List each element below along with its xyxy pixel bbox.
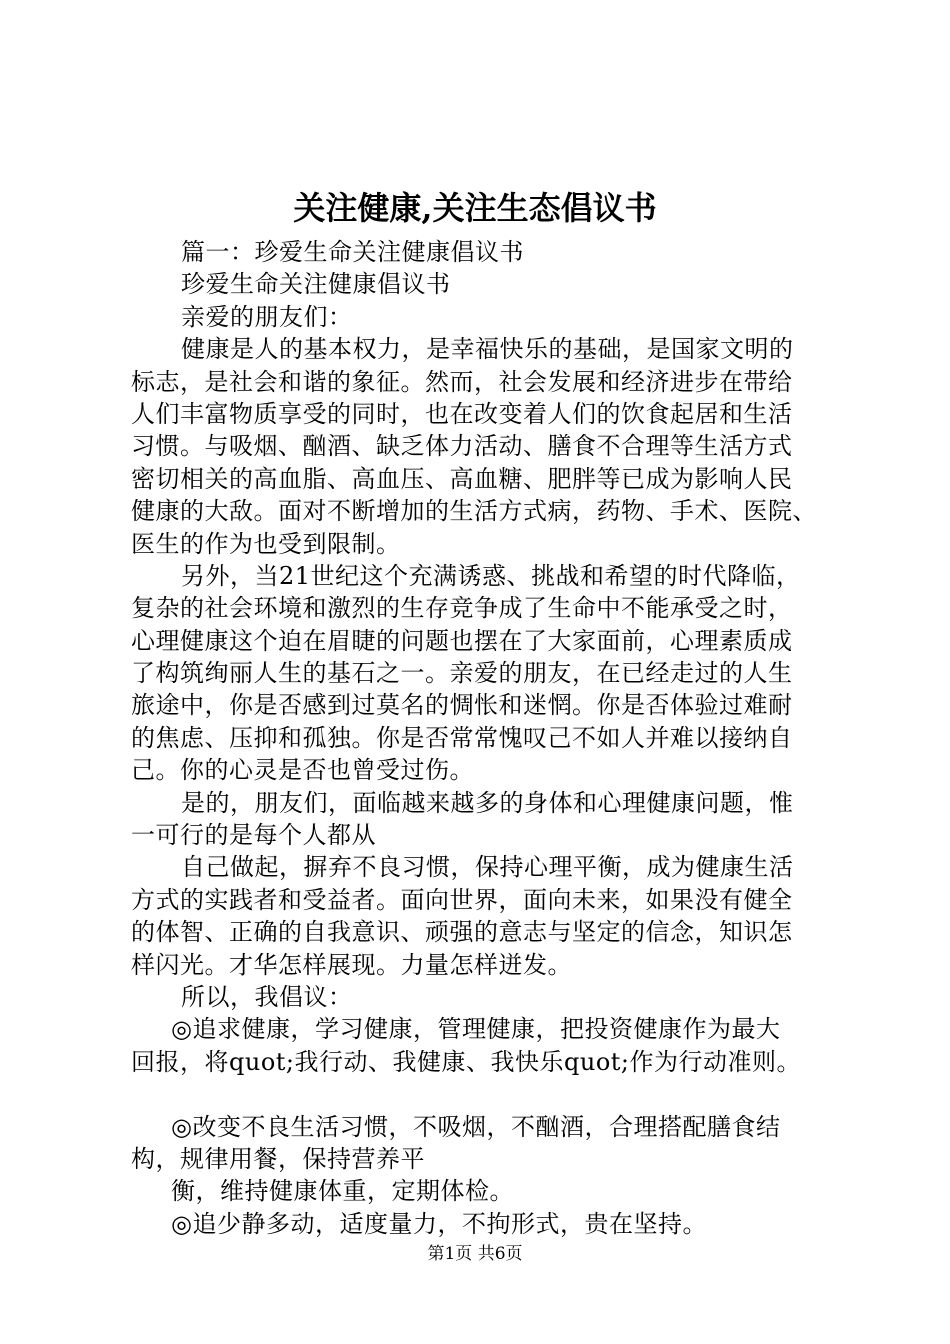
paragraph-line: 一可行的是每个人都从	[131, 821, 376, 850]
paragraph-line: 方式的实践者和受益者。面向世界，面向未来，如果没有健全	[131, 885, 793, 914]
paragraph-line: 健康是人的基本权力，是幸福快乐的基础，是国家文明的	[181, 335, 794, 364]
page-number: 第1页 共6页	[427, 1244, 523, 1264]
proposal-item: ◎改变不良生活习惯，不吸烟，不酗酒，合理搭配膳食结	[171, 1112, 781, 1141]
paragraph-line: 健康的大敌。面对不断增加的生活方式病，药物、手术、医院、	[131, 497, 817, 526]
paragraph-line: 己。你的心灵是否也曾受过伤。	[131, 756, 474, 785]
paragraph-line: 样闪光。才华怎样展现。力量怎样迸发。	[131, 950, 572, 979]
paragraph-line: 旅途中，你是否感到过莫名的惆怅和迷惘。你是否体验过难耐	[131, 691, 793, 720]
proposal-item: ◎追求健康，学习健康，管理健康，把投资健康作为最大	[171, 1015, 781, 1044]
paragraph-line: 回报，将quot;我行动、我健康、我快乐quot;作为行动准则。	[131, 1047, 801, 1076]
blank-line	[131, 1078, 851, 1110]
paragraph-line: 密切相关的高血脂、高血压、高血糖、肥胖等已成为影响人民	[131, 464, 793, 493]
paragraph-line: 的焦虑、压抑和孤独。你是否常常愧叹己不如人并难以接纳自	[131, 723, 793, 752]
paragraph-line: 是的，朋友们，面临越来越多的身体和心理健康问题，惟	[181, 788, 794, 817]
proposal-item: ◎追少静多动，适度量力，不拘形式，贵在坚持。	[171, 1209, 707, 1238]
paragraph-line: 医生的作为也受到限制。	[131, 529, 401, 558]
paragraph-line: 的体智、正确的自我意识、顽强的意志与坚定的信念，知识怎	[131, 918, 793, 947]
paragraph-line: 了构筑绚丽人生的基石之一。亲爱的朋友，在已经走过的人生	[131, 659, 793, 688]
section-heading: 篇一：珍爱生命关注健康倡议书	[181, 238, 524, 266]
document-title: 关注健康,关注生态倡议书	[293, 189, 657, 227]
paragraph-line: 构，规律用餐，保持营养平	[131, 1144, 425, 1173]
paragraph-line: 所以，我倡议：	[181, 982, 353, 1011]
paragraph-line: 人们丰富物质享受的同时，也在改变着人们的饮食起居和生活	[131, 399, 793, 428]
salutation: 亲爱的朋友们：	[181, 302, 353, 331]
paragraph-line: 复杂的社会环境和激烈的生存竞争成了生命中不能承受之时，	[131, 594, 793, 623]
paragraph-line: 心理健康这个迫在眉睫的问题也摆在了大家面前，心理素质成	[131, 626, 793, 655]
paragraph-line: 衡，维持健康体重，定期体检。	[171, 1177, 514, 1206]
paragraph-line: 另外，当21世纪这个充满诱惑、挑战和希望的时代降临，	[181, 561, 801, 590]
paragraph-line: 标志，是社会和谐的象征。然而，社会发展和经济进步在带给	[131, 367, 793, 396]
document-body	[131, 236, 851, 1240]
paragraph-line: 自己做起，摒弃不良习惯，保持心理平衡，成为健康生活	[181, 853, 794, 882]
paragraph-line: 习惯。与吸烟、酗酒、缺乏体力活动、膳食不合理等生活方式	[131, 432, 793, 461]
subtitle: 珍爱生命关注健康倡议书	[181, 270, 451, 299]
